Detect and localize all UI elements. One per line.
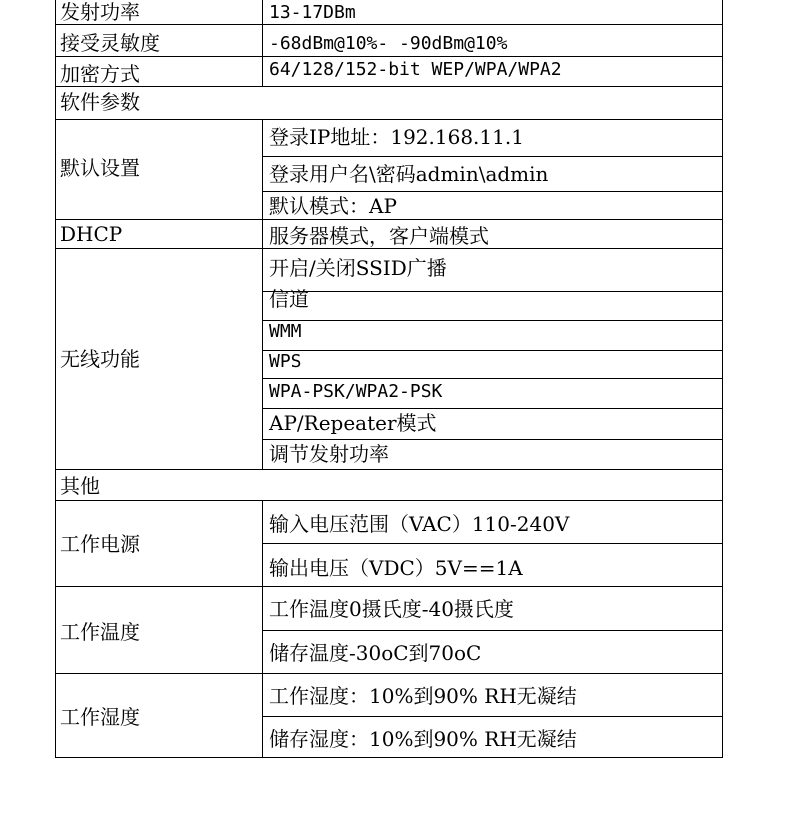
row-label-wireless: 无线功能 (60, 347, 140, 371)
wireless-feature-item: WPS (269, 351, 302, 372)
row-label-power: 工作电源 (60, 532, 140, 556)
wireless-feature-item: AP/Repeater模式 (269, 411, 437, 435)
temperature-spec-item: 工作温度0摄氏度-40摄氏度 (269, 597, 514, 621)
wireless-feature-item: WPA-PSK/WPA2-PSK (269, 381, 443, 402)
column-divider (262, 119, 263, 470)
wireless-feature-item: 开启/关闭SSID广播 (269, 256, 447, 280)
humidity-spec-item: 储存湿度：10%到90% RH无凝结 (269, 727, 577, 751)
spec-table (55, 0, 723, 758)
row-value-encryption: 64/128/152-bit WEP/WPA/WPA2 (269, 59, 562, 80)
row-label-humidity: 工作湿度 (60, 705, 140, 729)
section-title-other: 其他 (60, 474, 100, 498)
row-label-default-settings: 默认设置 (60, 156, 140, 180)
row-value-sensitivity: -68dBm@10%- -90dBm@10% (269, 33, 508, 54)
wireless-feature-item: 调节发射功率 (269, 442, 389, 466)
column-divider (262, 501, 263, 757)
row-label-dhcp: DHCP (60, 222, 123, 246)
default-setting-item: 登录用户名\密码admin\admin (269, 162, 549, 186)
power-spec-item: 输入电压范围（VAC）110-240V (269, 512, 570, 536)
power-spec-item: 输出电压（VDC）5V==1A (269, 556, 523, 580)
default-setting-item: 默认模式：AP (269, 194, 397, 218)
row-label-sensitivity: 接受灵敏度 (60, 31, 160, 55)
temperature-spec-item: 储存温度-30oC到70oC (269, 641, 482, 665)
row-label-temperature: 工作温度 (60, 620, 140, 644)
humidity-spec-item: 工作湿度：10%到90% RH无凝结 (269, 684, 577, 708)
wireless-feature-item: 信道 (269, 287, 309, 311)
row-label-tx-power: 发射功率 (60, 0, 140, 24)
column-divider (262, 0, 263, 86)
section-title-software: 软件参数 (60, 90, 140, 114)
row-value-tx-power: 13-17DBm (269, 2, 356, 23)
row-label-encryption: 加密方式 (60, 62, 140, 86)
default-setting-item: 登录IP地址：192.168.11.1 (269, 125, 524, 149)
row-value-dhcp: 服务器模式，客户端模式 (269, 224, 489, 248)
wireless-feature-item: WMM (269, 321, 302, 342)
